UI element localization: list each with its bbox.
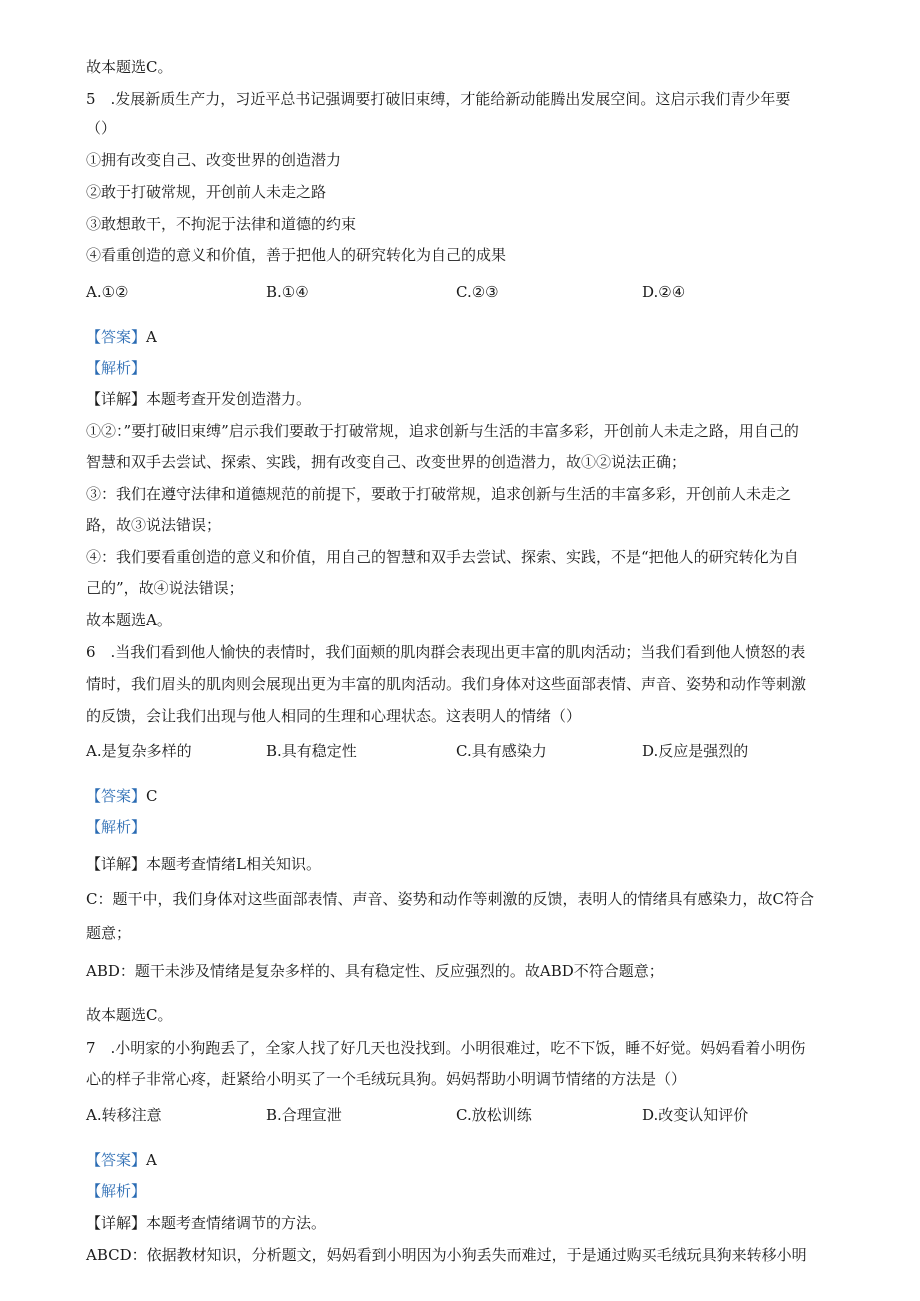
q6-option-a: A.是复杂多样的 — [86, 742, 192, 760]
q5-item-2: ②敢于打破常规，开创前人未走之路 — [86, 183, 327, 201]
q7-option-d: D.改变认知评价 — [642, 1106, 749, 1124]
q5-stem-line-1: 5 .发展新质生产力，习近平总书记强调要打破旧束缚，才能给新动能腾出发展空间。这启示我们青少年要 — [86, 90, 791, 108]
q5-detail: 【详解】本题考查开发创造潜力。 — [86, 390, 312, 408]
q5-answer — [86, 326, 157, 348]
answer-tag: 【答案】 — [86, 328, 147, 346]
q7-stem-line-2: 心的样子非常心疼，赶紧给小明买了一个毛绒玩具狗。妈妈帮助小明调节情绪的方法是（） — [86, 1070, 687, 1088]
q5-item-1: ①拥有改变自己、改变世界的创造潜力 — [86, 151, 342, 169]
q4-conclusion: 故本题选C。 — [86, 58, 173, 76]
q5-conclusion: 故本题选A。 — [86, 611, 172, 629]
q5-option-d: D.②④ — [642, 283, 686, 301]
answer-tag: 【答案】 — [86, 1151, 147, 1169]
q7-option-c: C.放松训练 — [456, 1106, 532, 1124]
q5-analysis-tag: 【解析】 — [86, 359, 147, 377]
q5-explanation-1b: 智慧和双手去尝试、探索、实践，拥有改变自己、改变世界的创造潜力，故①②说法正确； — [86, 453, 687, 471]
q6-option-c: C.具有感染力 — [456, 742, 547, 760]
q7-answer — [86, 1149, 157, 1171]
q6-stem-line-1: 6 .当我们看到他人愉快的表情时，我们面颊的肌肉群会表现出更丰富的肌肉活动；当我们看到他人愤怒的表 — [86, 643, 806, 661]
q6-conclusion: 故本题选C。 — [86, 1006, 173, 1024]
answer-value: C — [146, 787, 158, 805]
answer-tag: 【答案】 — [86, 787, 147, 805]
q6-options — [86, 740, 846, 762]
q6-stem-line-2: 情时，我们眉头的肌肉则会展现出更为丰富的肌肉活动。我们身体对这些面部表情、声音、姿势和动作等刺激 — [86, 675, 807, 693]
answer-value: A — [146, 1151, 157, 1169]
q6-option-b: B.具有稳定性 — [266, 742, 357, 760]
q7-analysis-tag: 【解析】 — [86, 1182, 147, 1200]
q5-option-c: C.②③ — [456, 283, 499, 301]
answer-value: A — [146, 328, 157, 346]
q5-item-4: ④看重创造的意义和价值，善于把他人的研究转化为自己的成果 — [86, 246, 507, 264]
q7-stem-line-1: 7 .小明家的小狗跑丢了，全家人找了好几天也没找到。小明很难过，吃不下饭，睡不好觉。妈妈看着小明伤 — [86, 1039, 806, 1057]
q5-option-a: A.①② — [86, 283, 129, 301]
q5-explanation-2a: ③：我们在遵守法律和道德规范的前提下，要敢于打破常规，追求创新与生活的丰富多彩，开创前人未走之 — [86, 485, 792, 503]
q7-option-a: A.转移注意 — [86, 1106, 162, 1124]
q6-explanation-1b: 题意； — [86, 924, 132, 942]
q5-explanation-1a: ①②：”要打破旧束缚”启示我们要敢于打破常规，追求创新与生活的丰富多彩，开创前人未走之路，用自己的 — [86, 422, 799, 440]
q6-option-d: D.反应是强烈的 — [642, 742, 749, 760]
q5-options — [86, 281, 846, 303]
q7-detail: 【详解】本题考查情绪调节的方法。 — [86, 1214, 327, 1232]
q5-item-3: ③敢想敢干，不拘泥于法律和道德的约束 — [86, 215, 357, 233]
q7-explanation-1: ABCD：依据教材知识，分析题文，妈妈看到小明因为小狗丢失而难过，于是通过购买毛绒玩具狗来转移小明 — [86, 1246, 807, 1264]
q6-detail: 【详解】本题考查情绪L相关知识。 — [86, 855, 321, 873]
q5-explanation-3a: ④：我们要看重创造的意义和价值，用自己的智慧和双手去尝试、探索、实践，不是“把他人的研究转化为自 — [86, 548, 799, 566]
q5-explanation-2b: 路，故③说法错误； — [86, 516, 222, 534]
q5-explanation-3b: 己的”，故④说法错误； — [86, 579, 244, 597]
q6-stem-line-3: 的反馈，会让我们出现与他人相同的生理和心理状态。这表明人的情绪（） — [86, 707, 582, 725]
q7-options — [86, 1104, 846, 1126]
q6-explanation-2: ABD：题干未涉及情绪是复杂多样的、具有稳定性、反应强烈的。故ABD不符合题意； — [86, 962, 664, 980]
q6-explanation-1a: C：题干中，我们身体对这些面部表情、声音、姿势和动作等刺激的反馈，表明人的情绪具有感染力，故C符合 — [86, 890, 814, 908]
q5-stem-line-2: （） — [86, 119, 117, 137]
q6-analysis-tag: 【解析】 — [86, 818, 147, 836]
q5-option-b: B.①④ — [266, 283, 309, 301]
q6-answer — [86, 785, 158, 807]
q7-option-b: B.合理宣泄 — [266, 1106, 342, 1124]
